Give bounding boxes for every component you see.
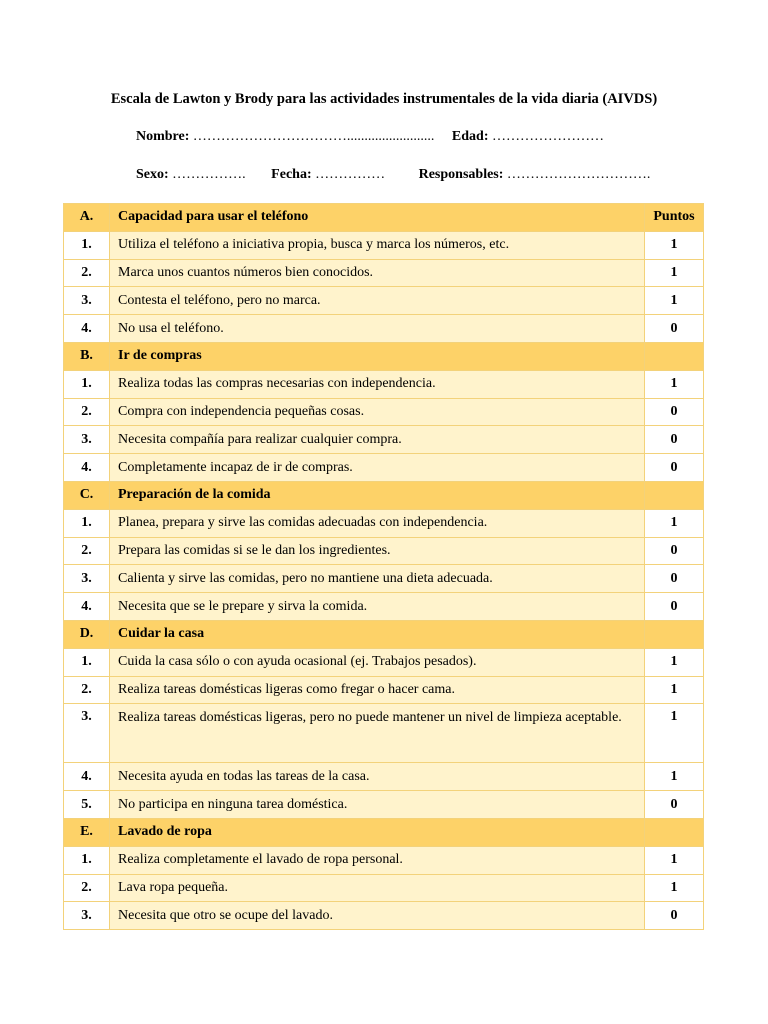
nombre-field[interactable]: ……………………………......................... — [192, 129, 435, 144]
item-number: 4. — [64, 454, 110, 482]
edad-field[interactable]: …………………… — [491, 129, 604, 144]
item-text: Necesita ayuda en todas las tareas de la casa. — [110, 763, 645, 791]
item-text: Planea, prepara y sirve las comidas adecuadas con independencia. — [110, 509, 645, 537]
section-title: Cuidar la casa — [110, 620, 645, 648]
item-number: 1. — [64, 846, 110, 874]
section-header-d — [64, 620, 704, 648]
table-row — [64, 454, 704, 482]
table-row — [64, 704, 704, 763]
item-points: 0 — [645, 537, 704, 565]
item-text: Contesta el teléfono, pero no marca. — [110, 287, 645, 315]
table-row — [64, 791, 704, 819]
item-number: 2. — [64, 874, 110, 902]
item-points: 1 — [645, 874, 704, 902]
item-number: 1. — [64, 648, 110, 676]
item-number: 2. — [64, 259, 110, 287]
points-header — [645, 342, 704, 370]
item-number: 2. — [64, 537, 110, 565]
section-title: Ir de compras — [110, 342, 645, 370]
lawton-brody-table — [63, 203, 704, 930]
item-number: 2. — [64, 398, 110, 426]
item-points: 0 — [645, 398, 704, 426]
section-letter: A. — [64, 204, 110, 232]
section-letter: B. — [64, 342, 110, 370]
item-text: Compra con independencia pequeñas cosas. — [110, 398, 645, 426]
item-text: Lava ropa pequeña. — [110, 874, 645, 902]
item-text: Cuida la casa sólo o con ayuda ocasional (ej. Trabajos pesados). — [110, 648, 645, 676]
fecha-field[interactable]: …………… — [315, 167, 386, 182]
item-text: Realiza tareas domésticas ligeras como fregar o hacer cama. — [110, 676, 645, 704]
item-points: 0 — [645, 426, 704, 454]
item-number: 1. — [64, 370, 110, 398]
item-text: Realiza completamente el lavado de ropa personal. — [110, 846, 645, 874]
item-text: Necesita compañía para realizar cualquier compra. — [110, 426, 645, 454]
responsables-field[interactable]: …………………………. — [506, 167, 651, 182]
section-header-b — [64, 342, 704, 370]
item-points: 1 — [645, 287, 704, 315]
item-number: 3. — [64, 287, 110, 315]
section-title: Capacidad para usar el teléfono — [110, 204, 645, 232]
item-text: No usa el teléfono. — [110, 315, 645, 343]
item-text: No participa en ninguna tarea doméstica. — [110, 791, 645, 819]
form-line-name-age — [136, 129, 604, 145]
item-text: Realiza todas las compras necesarias con independencia. — [110, 370, 645, 398]
item-number: 3. — [64, 426, 110, 454]
item-points: 1 — [645, 648, 704, 676]
item-points: 1 — [645, 231, 704, 259]
item-text: Realiza tareas domésticas ligeras, pero no puede mantener un nivel de limpieza aceptable. — [110, 704, 645, 763]
section-header-a — [64, 204, 704, 232]
item-points: 1 — [645, 846, 704, 874]
table-row — [64, 398, 704, 426]
sexo-label: Sexo: — [136, 167, 169, 182]
item-points: 0 — [645, 593, 704, 621]
table-row — [64, 509, 704, 537]
item-text: Necesita que otro se ocupe del lavado. — [110, 902, 645, 930]
item-points: 0 — [645, 454, 704, 482]
item-text: Completamente incapaz de ir de compras. — [110, 454, 645, 482]
item-number: 3. — [64, 565, 110, 593]
item-text: Necesita que se le prepare y sirva la comida. — [110, 593, 645, 621]
form-line-sex-date — [136, 167, 650, 183]
item-text: Marca unos cuantos números bien conocidos. — [110, 259, 645, 287]
item-number: 3. — [64, 902, 110, 930]
table-row — [64, 648, 704, 676]
item-text: Utiliza el teléfono a iniciativa propia, busca y marca los números, etc. — [110, 231, 645, 259]
item-points: 1 — [645, 370, 704, 398]
edad-label: Edad: — [451, 129, 489, 144]
section-letter: C. — [64, 481, 110, 509]
table-row — [64, 426, 704, 454]
section-title: Preparación de la comida — [110, 481, 645, 509]
item-points: 1 — [645, 676, 704, 704]
item-text: Calienta y sirve las comidas, pero no mantiene una dieta adecuada. — [110, 565, 645, 593]
responsables-label: Responsables: — [418, 167, 504, 182]
item-number: 4. — [64, 763, 110, 791]
item-number: 5. — [64, 791, 110, 819]
item-number: 2. — [64, 676, 110, 704]
section-title: Lavado de ropa — [110, 818, 645, 846]
item-points: 1 — [645, 259, 704, 287]
table-row — [64, 259, 704, 287]
table-row — [64, 565, 704, 593]
item-points: 0 — [645, 315, 704, 343]
points-header: Puntos — [645, 204, 704, 232]
item-points: 1 — [645, 704, 704, 763]
table-row — [64, 593, 704, 621]
table-row — [64, 287, 704, 315]
points-header — [645, 620, 704, 648]
item-text: Prepara las comidas si se le dan los ingredientes. — [110, 537, 645, 565]
table-row — [64, 902, 704, 930]
section-letter: E. — [64, 818, 110, 846]
table-row — [64, 763, 704, 791]
item-points: 0 — [645, 565, 704, 593]
table-row — [64, 874, 704, 902]
sexo-field[interactable]: ……………. — [172, 167, 246, 182]
item-points: 1 — [645, 763, 704, 791]
section-letter: D. — [64, 620, 110, 648]
item-number: 3. — [64, 704, 110, 763]
item-number: 4. — [64, 593, 110, 621]
table-row — [64, 231, 704, 259]
item-number: 1. — [64, 509, 110, 537]
item-number: 1. — [64, 231, 110, 259]
table-row — [64, 676, 704, 704]
table-row — [64, 537, 704, 565]
section-header-e — [64, 818, 704, 846]
item-points: 0 — [645, 902, 704, 930]
points-header — [645, 481, 704, 509]
table-row — [64, 846, 704, 874]
item-number: 4. — [64, 315, 110, 343]
section-header-c — [64, 481, 704, 509]
fecha-label: Fecha: — [271, 167, 312, 182]
table-row — [64, 370, 704, 398]
points-header — [645, 818, 704, 846]
nombre-label: Nombre: — [136, 129, 190, 144]
item-points: 0 — [645, 791, 704, 819]
table-row — [64, 315, 704, 343]
document-title: Escala de Lawton y Brody para las actividades instrumentales de la vida diaria (AIVDS) — [110, 91, 658, 107]
item-points: 1 — [645, 509, 704, 537]
